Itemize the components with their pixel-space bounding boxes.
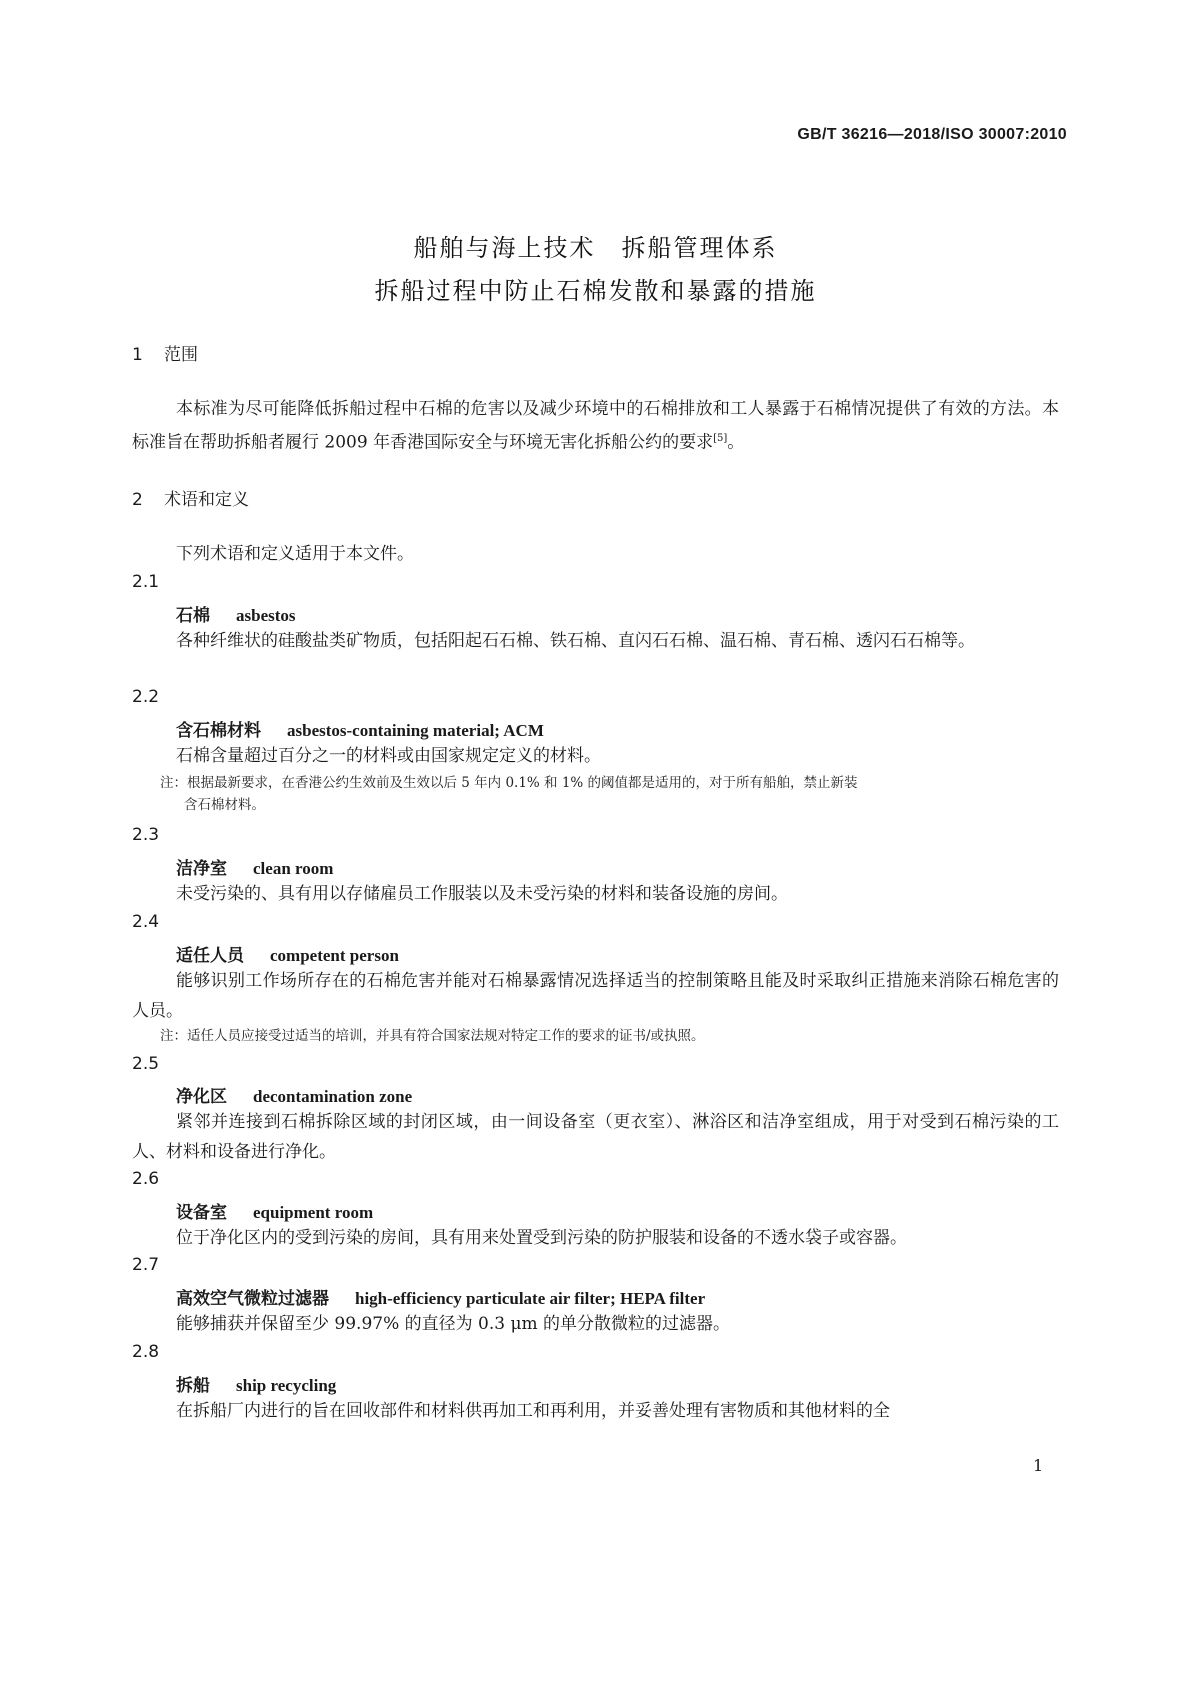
term-heading (176, 1198, 373, 1223)
section-number: 2 (132, 490, 143, 510)
term-heading (176, 854, 333, 879)
term-number: 2.2 (132, 687, 160, 707)
section-2-heading (132, 485, 249, 510)
term-cn: 含石棉材料 (176, 721, 261, 741)
term-definition: 未受污染的、具有用以存储雇员工作服装以及未受污染的材料和装备设施的房间。 (176, 884, 788, 904)
term-note (160, 1025, 1060, 1047)
standard-code: GB/T 36216—2018/ISO 30007:2010 (797, 126, 1067, 143)
term-number: 2.7 (132, 1255, 160, 1275)
term-definition: 能够捕获并保留至少 99.97% 的直径为 0.3 μm 的单分散微粒的过滤器。 (176, 1314, 731, 1334)
term-number: 2.5 (132, 1054, 160, 1074)
term-definition: 石棉含量超过百分之一的材料或由国家规定定义的材料。 (176, 746, 601, 766)
page-number: 1 (1033, 1456, 1044, 1475)
term-heading (176, 601, 296, 626)
reference-mark: [5] (713, 433, 728, 444)
section-title: 术语和定义 (164, 490, 249, 510)
note-label: 注： (160, 1028, 187, 1044)
paragraph-text: 本标准为尽可能降低拆船过程中石棉的危害以及减少环境中的石棉排放和工人暴露于石棉情况提供了有效的方法。本标准旨在帮助拆船者履行 2009 年香港国际安全与环境无害化拆船公约的要求 (132, 399, 1059, 453)
term-heading (176, 1082, 412, 1107)
term-cn: 拆船 (176, 1376, 210, 1396)
term-en: asbestos-containing material; ACM (287, 721, 544, 740)
section-number: 1 (132, 345, 143, 365)
term-definition: 各种纤维状的硅酸盐类矿物质，包括阳起石石棉、铁石棉、直闪石石棉、温石棉、青石棉、透闪石石棉等。 (176, 631, 975, 651)
term-cn: 石棉 (176, 606, 210, 626)
term-definition: 能够识别工作场所存在的石棉危害并能对石棉暴露情况选择适当的控制策略且能及时采取纠正措施来消除石棉危害的人员。 (132, 971, 1059, 1021)
term-cn: 设备室 (176, 1203, 227, 1223)
term-number: 2.1 (132, 572, 160, 592)
term-heading (176, 1371, 336, 1396)
term-en: equipment room (253, 1203, 374, 1222)
term-number: 2.6 (132, 1169, 160, 1189)
section-2-intro: 下列术语和定义适用于本文件。 (176, 544, 414, 564)
section-title: 范围 (164, 345, 198, 365)
term-note (160, 772, 1060, 816)
document-title-line-1: 船舶与海上技术 拆船管理体系 (413, 234, 778, 262)
section-1-heading (132, 340, 198, 365)
term-cn: 净化区 (176, 1087, 227, 1107)
term-en: ship recycling (236, 1376, 337, 1395)
term-number: 2.4 (132, 912, 160, 932)
note-text: 适任人员应接受过适当的培训，并具有符合国家法规对特定工作的要求的证书/或执照。 (187, 1028, 705, 1044)
term-definition: 位于净化区内的受到污染的房间，具有用来处置受到污染的防护服装和设备的不透水袋子或容器。 (176, 1228, 907, 1248)
term-definition: 在拆船厂内进行的旨在回收部件和材料供再加工和再利用，并妥善处理有害物质和其他材料的全 (176, 1401, 890, 1421)
term-en: clean room (253, 859, 334, 878)
term-en: decontamination zone (253, 1087, 413, 1106)
note-label: 注： (160, 775, 187, 791)
paragraph-end: 。 (727, 432, 745, 453)
term-heading (176, 941, 399, 966)
term-en: asbestos (236, 606, 296, 625)
term-cn: 高效空气微粒过滤器 (176, 1289, 329, 1309)
term-en: high-efficiency particulate air filter; HEPA filter (355, 1289, 706, 1308)
document-title-line-2: 拆船过程中防止石棉发散和暴露的措施 (374, 277, 817, 305)
term-en: competent person (270, 946, 399, 965)
term-cn: 洁净室 (176, 859, 227, 879)
term-number: 2.3 (132, 825, 160, 845)
term-cn: 适任人员 (176, 946, 244, 966)
term-heading (176, 1284, 705, 1309)
term-definition: 紧邻并连接到石棉拆除区域的封闭区域，由一间设备室（更衣室）、淋浴区和洁净室组成，用于对受到石棉污染的工人、材料和设备进行净化。 (132, 1112, 1059, 1162)
term-heading (176, 716, 544, 741)
note-text-continued: 含石棉材料。 (184, 797, 265, 813)
section-1-paragraph (132, 394, 1059, 458)
term-number: 2.8 (132, 1342, 160, 1362)
note-text: 根据最新要求，在香港公约生效前及生效以后 5 年内 0.1% 和 1% 的阈值都是适用的，对于所有船舶，禁止新装 (187, 775, 858, 791)
